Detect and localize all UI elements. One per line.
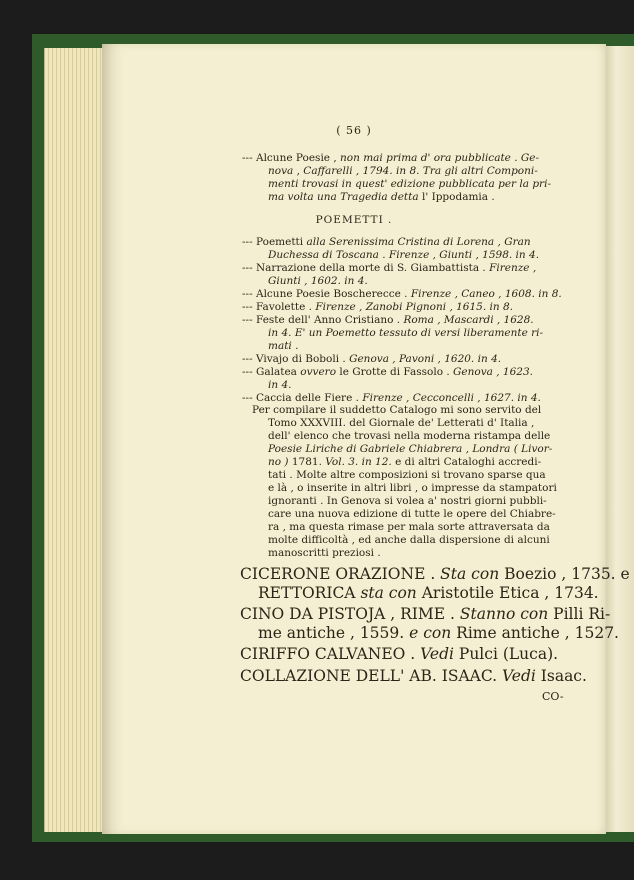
entry-line: nova , Caffarelli , 1794. in 8. Tra gli altri Componi- — [268, 165, 538, 177]
entry-line: --- Alcune Poesie , non mai prima d' ora pubblicate . Ge- — [242, 152, 540, 164]
paragraph-line: Poesie Liriche di Gabriele Chiabrera , Londra ( Livor- — [268, 443, 553, 455]
paragraph-line: tati . Molte altre composizioni si trovano sparse qua — [268, 469, 546, 481]
entry-line: --- Vivajo di Boboli . Genova , Pavoni , 1620. in 4. — [242, 353, 502, 365]
entry-line: --- Poemetti alla Serenissima Cristina di Lorena , Gran — [242, 236, 531, 248]
paragraph-line: e là , o inserite in altri libri , o impresse da stampatori — [268, 482, 557, 494]
paragraph-line: ra , ma questa rimase per mala sorte attraversata da — [268, 521, 550, 533]
entry-line: in 4. E' un Poemetto tessuto di versi liberamente ri- — [268, 327, 544, 339]
entry-line: Giunti , 1602. in 4. — [268, 275, 368, 287]
entry-line: --- Favolette . Firenze , Zanobi Pignoni , 1615. in 8. — [242, 301, 514, 313]
entry-line: mati . — [268, 340, 299, 352]
page-number: ( 56 ) — [336, 124, 372, 137]
catalog-entry: CICERONE ORAZIONE . Sta con Boezio , 1735. e — [240, 565, 630, 583]
section-heading: POEMETTI . — [315, 214, 393, 226]
entry-line: Duchessa di Toscana . Firenze , Giunti , 1598. in 4. — [268, 249, 540, 261]
paragraph-line: ignoranti . In Genova si volea a' nostri giorni pubbli- — [268, 495, 547, 507]
entry-line: --- Narrazione della morte di S. Giambattista . Firenze , — [242, 262, 537, 274]
catalog-entry: CINO DA PISTOJA , RIME . Stanno con Pilli Ri- — [240, 605, 611, 623]
entry-line: in 4. — [268, 379, 292, 391]
entry-line: ma volta una Tragedia detta l' Ippodamia . — [268, 191, 495, 203]
book-page — [102, 44, 630, 834]
entry-line: --- Alcune Poesie Boscherecce . Firenze , Caneo , 1608. in 8. — [242, 288, 562, 300]
paragraph-line: care una nuova edizione di tutte le opere del Chiabre- — [268, 508, 556, 520]
paragraph-line: no ) 1781. Vol. 3. in 12. e di altri Cataloghi accredi- — [268, 456, 542, 468]
entry-line: --- Caccia delle Fiere . Firenze , Cecconcelli , 1627. in 4. — [242, 392, 541, 404]
paragraph-line: molte difficoltà , ed anche dalla dispersione di alcuni — [268, 534, 550, 546]
entry-line: --- Feste dell' Anno Cristiano . Roma , Mascardi , 1628. — [242, 314, 534, 326]
catalog-entry: me antiche , 1559. e con Rime antiche , 1527. — [258, 624, 619, 642]
catalog-entry: CIRIFFO CALVANEO . Vedi Pulci (Luca). — [240, 645, 559, 663]
paragraph-line: manoscritti preziosi . — [268, 547, 381, 559]
paragraph-line: Tomo XXXVIII. del Giornale de' Letterati d' Italia , — [268, 417, 535, 429]
entry-line: --- Galatea ovvero le Grotte di Fassolo . Genova , 1623. — [242, 366, 533, 378]
paragraph-line: Per compilare il suddetto Catalogo mi sono servito del — [252, 404, 542, 416]
catchword: CO- — [542, 690, 564, 703]
facing-page-edge — [606, 46, 634, 832]
catalog-entry: RETTORICA sta con Aristotile Etica , 1734. — [258, 584, 599, 602]
entry-line: menti trovasi in quest' edizione pubblicata per la pri- — [268, 178, 551, 190]
catalog-entry: COLLAZIONE DELL' AB. ISAAC. Vedi Isaac. — [240, 667, 587, 685]
paragraph-line: dell' elenco che trovasi nella moderna ristampa delle — [268, 430, 551, 442]
